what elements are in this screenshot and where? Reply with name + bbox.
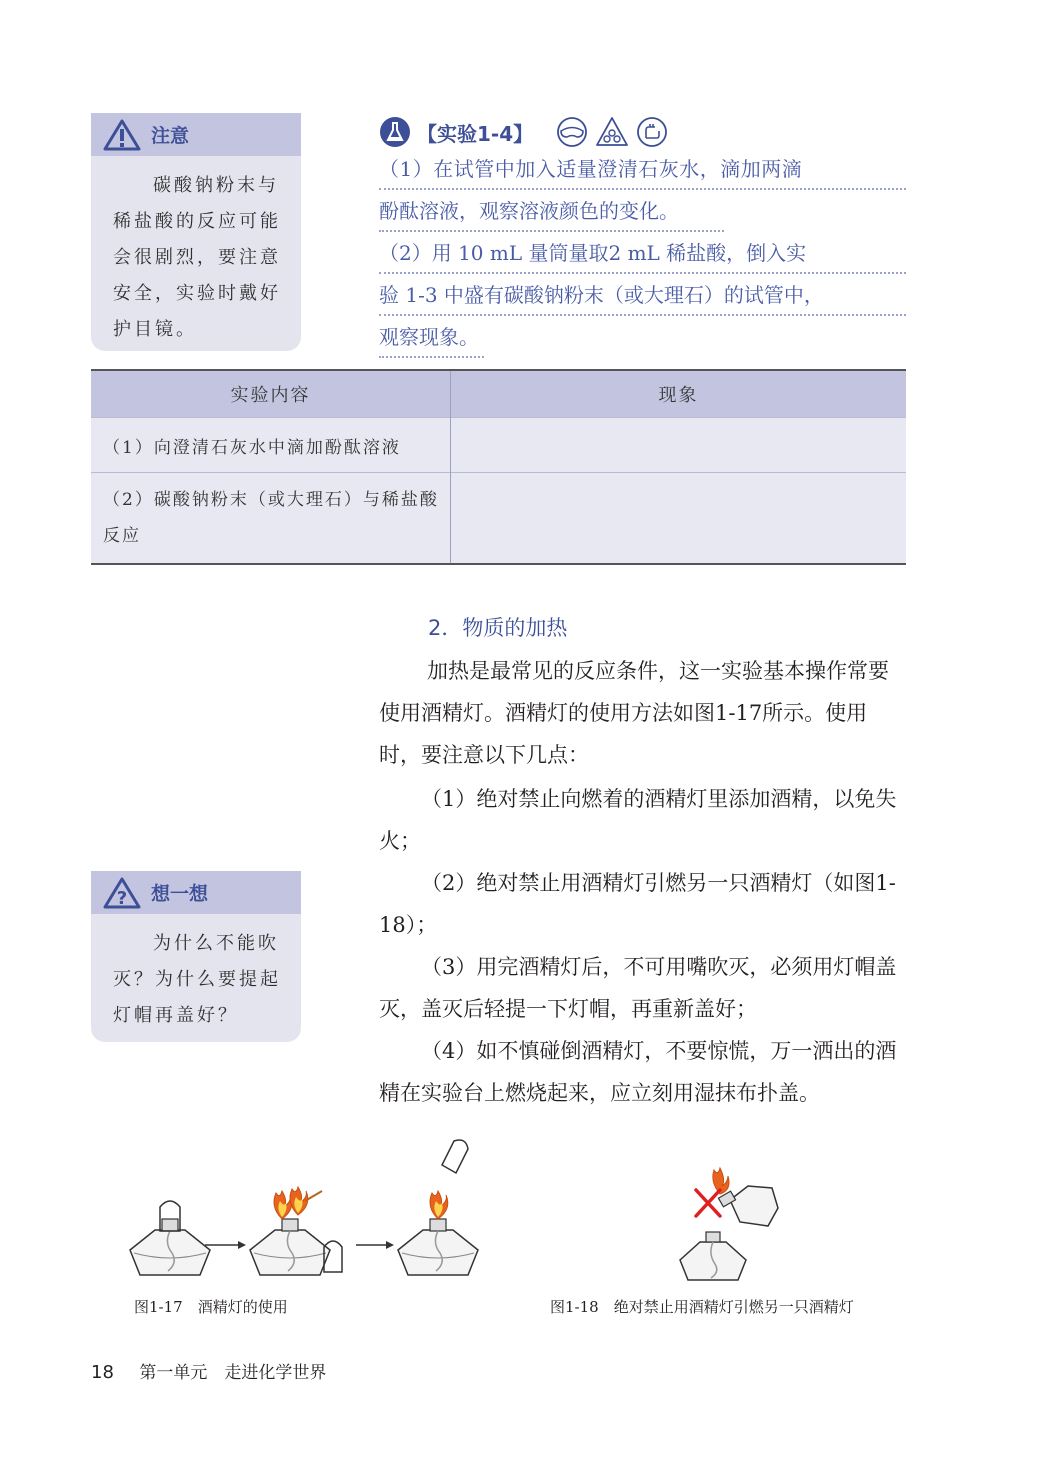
table-row (91, 473, 906, 565)
experiment-line-2: 酚酞溶液，观察溶液颜色的变化。 (379, 192, 724, 232)
table-header-content: 实验内容 (91, 370, 451, 418)
alcohol-lamp-tilted (713, 1168, 778, 1226)
safety-icon (595, 116, 629, 148)
experiment-line-5: 观察现象。 (379, 318, 484, 358)
cross-icon (696, 1190, 720, 1216)
table-header-phenomenon: 现象 (451, 370, 907, 418)
section-point-3: （3）用完酒精灯后，不可用嘴吹灭，必须用灯帽盖灭，盖灭后轻提一下灯帽，再重新盖好； (379, 955, 897, 1021)
table-cell-phenomenon (451, 418, 907, 473)
think-box-header (91, 871, 301, 914)
experiment-line-3: （2）用 10 mL 量筒量取2 mL 稀盐酸，倒入实 (379, 234, 906, 274)
alcohol-lamp-lighting (250, 1187, 330, 1275)
question-triangle-icon (103, 877, 141, 909)
section-point-4: （4）如不慎碰倒酒精灯，不要惊慌，万一洒出的酒精在实验台上燃烧起来，应立刻用湿抹布扑盖。 (379, 1039, 897, 1105)
table-cell-phenomenon (451, 473, 907, 565)
figure-1-18-caption: 图1-18 绝对禁止用酒精灯引燃另一只酒精灯 (550, 1298, 854, 1316)
flask-icon (379, 116, 411, 148)
page-number: 18 (91, 1362, 114, 1383)
table-cell-content: （1）向澄清石灰水中滴加酚酞溶液 (91, 418, 451, 473)
think-box-text: 为什么不能吹灭？为什么要提起灯帽再盖好？ (113, 933, 281, 1026)
arrow-icon (356, 1241, 394, 1249)
note-box-label: 注意 (151, 125, 190, 147)
svg-text:?: ? (116, 887, 128, 909)
experiment-line-1: （1）在试管中加入适量澄清石灰水，滴加两滴 (379, 150, 906, 190)
warning-triangle-icon (103, 119, 141, 151)
think-box-label: 想一想 (151, 883, 209, 905)
section-intro: 加热是最常见的反应条件，这一实验基本操作常要使用酒精灯。酒精灯的使用方法如图1-17所示。使用时，要注意以下几点： (379, 659, 889, 767)
note-box-header (91, 113, 301, 156)
experiment-header (379, 113, 669, 151)
arrow-icon (205, 1241, 246, 1249)
section-title: 2．物质的加热 (428, 616, 568, 640)
hand-wash-icon (635, 116, 669, 148)
note-box-text: 碳酸钠粉末与稀盐酸的反应可能会很剧烈，要注意安全，实验时戴好护目镜。 (113, 175, 281, 340)
think-box-body (91, 914, 301, 1034)
section-point-2: （2）绝对禁止用酒精灯引燃另一只酒精灯（如图1-18）； (379, 871, 896, 937)
figure-1-17 (120, 1135, 480, 1285)
table-header-row (91, 370, 906, 418)
think-box (91, 871, 301, 1042)
experiment-line-4: 验 1-3 中盛有碳酸钠粉末（或大理石）的试管中， (379, 276, 906, 316)
experiment-title: 【实验1-4】 (417, 121, 534, 146)
alcohol-lamp-capped (130, 1201, 210, 1275)
section-point-1: （1）绝对禁止向燃着的酒精灯里添加酒精，以免失火； (379, 787, 897, 853)
alcohol-lamp-burning (398, 1140, 478, 1275)
unit-title: 第一单元 走进化学世界 (139, 1363, 327, 1383)
note-box (91, 113, 301, 351)
figure-1-17-caption: 图1-17 酒精灯的使用 (134, 1298, 288, 1316)
alcohol-lamp-lit (680, 1232, 746, 1280)
table-row (91, 418, 906, 473)
figure-1-18 (670, 1160, 800, 1285)
page-footer (91, 1358, 326, 1383)
observation-table (91, 369, 906, 565)
goggles-icon (555, 116, 589, 148)
table-cell-content: （2）碳酸钠粉末（或大理石）与稀盐酸反应 (91, 473, 451, 565)
note-box-body (91, 156, 301, 348)
